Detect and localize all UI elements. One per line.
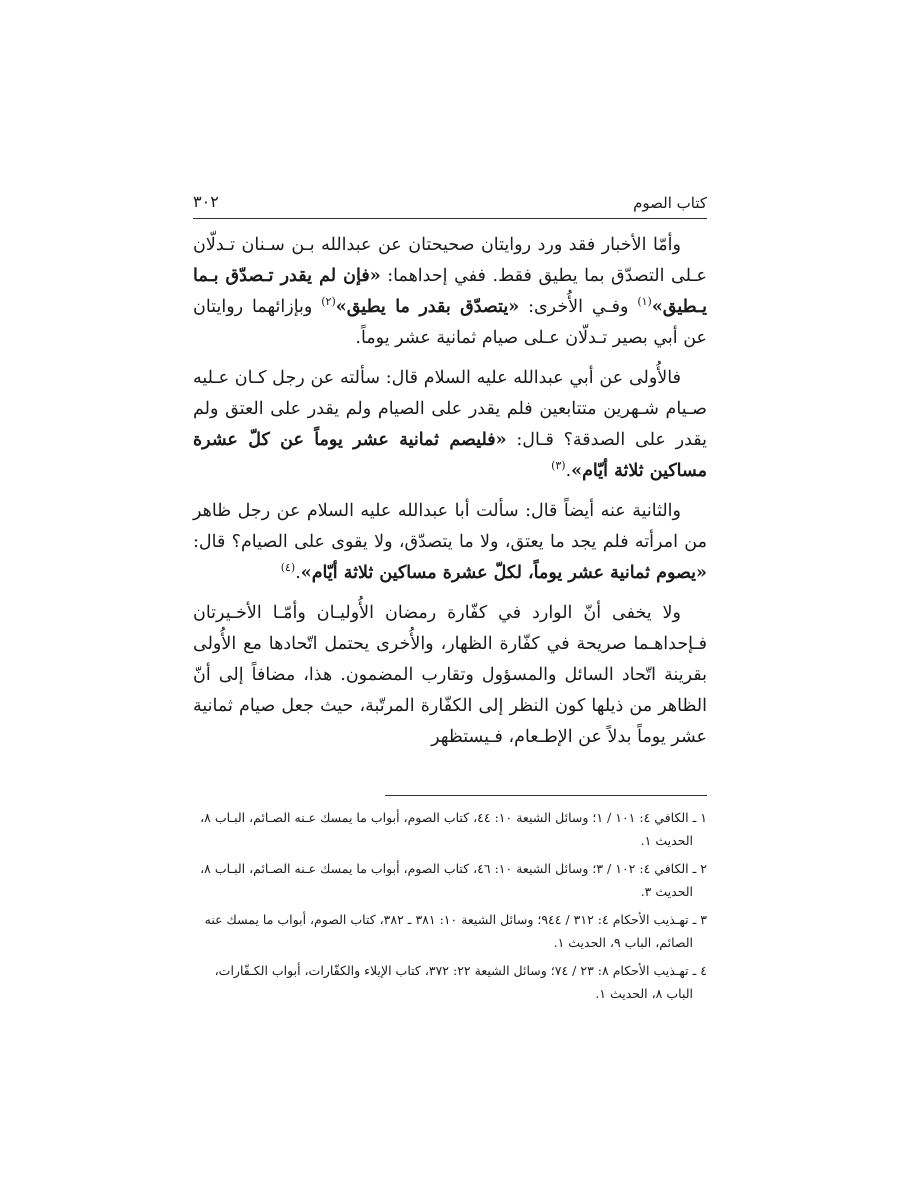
footnote-text: الحديث ٣. <box>640 884 693 899</box>
footnotes <box>193 806 707 1010</box>
quotation: «يصوم ثمانية عشر يوماً، لكلّ عشرة مساكين ثلاثة أيّام» <box>300 563 707 583</box>
quotation: «فليصم ثمانية عشر يوماً عن كلّ عشرة مساكين ثلاثة أيّام» <box>193 430 707 481</box>
paragraph-3 <box>193 496 707 589</box>
text-run: . <box>565 461 572 481</box>
footnote-2 <box>193 857 707 903</box>
footnote-text: ٢ ـ الكافي ٤: ١٠٢ / ٣؛ وسائل الشيعة ١٠: ٤٦، كتاب الصوم، أبواب ما يمسك عـنه الصـائم، البـاب ٨، <box>200 861 707 876</box>
text-run: وفـي الأُخرى: <box>519 297 638 317</box>
header-divider <box>193 218 707 219</box>
footnote-ref[interactable]: (١) <box>637 295 652 309</box>
main-text <box>193 230 707 762</box>
footnote-3 <box>193 908 707 954</box>
footnote-ref[interactable]: (٣) <box>551 459 566 473</box>
footnote-divider <box>385 795 707 796</box>
footnote-ref[interactable]: (٤) <box>280 561 296 575</box>
paragraph-4: ولا يخفى أنّ الوارد في كفّارة رمضان الأُوليـان وأمّـا الأخـيرتان فـإحداهـما صريحة في كفّارة الظهار، والأُخرى يحتمل اتّحادها مع الأُولى بقرينة اتّحاد السائل والمسؤول وتقارب المضمون. هذا، مضافاً إلى أنّ الظاهر من ذيلها كون النظر إلى الكفّارة المرتّبة، حيث جعل صيام ثمانية عشر يوماً بدلاً عن الإطـعام، فـيستظهر <box>193 603 707 747</box>
footnote-text: ٣ ـ تهـذيب الأحكام ٤: ٣١٢ / ٩٤٤؛ وسائل الشيعة ١٠: ٣٨١ ـ ٣٨٢، كتاب الصوم، أبواب ما يمسك عنه <box>204 912 707 927</box>
text-run: . <box>295 563 301 583</box>
text-run: وبإزائهما روايتان عن أبي بصير تـدلّان عـلى صيام ثمانية عشر يوماً. <box>193 297 707 348</box>
quotation: «فإن لم يقدر تـصدّق بـما يـطيق» <box>193 266 707 317</box>
footnote-ref[interactable]: (٢) <box>321 295 336 309</box>
text-run: وأمّا الأخبار فقد ورد روايتان صحيحتان عن عبدالله بـن سـنان تـدلّان عـلى التصدّق بما يطيق فقط. ففي إحداهما: <box>193 235 707 286</box>
running-header <box>193 188 707 214</box>
footnote-text: الصائم، الباب ٩، الحديث ١. <box>553 935 693 950</box>
text-run: والثانية عنه أيضاً قال: سألت أبا عبدالله عليه السلام عن رجل ظاهر من امرأته فلم يجد ما يعتق، ولا ما يتصدّق، ولا يقوى على الصيام؟ قال: <box>193 501 707 552</box>
page-number: ٣٠٢ <box>193 192 219 211</box>
footnote-text: ١ ـ الكافي ٤: ١٠١ / ١؛ وسائل الشيعة ١٠: ٤٤، كتاب الصوم، أبواب ما يمسك عـنه الصـائم، البـاب ٨، <box>200 810 707 825</box>
paragraph-2 <box>193 363 707 487</box>
paragraph-1 <box>193 230 707 354</box>
text-run: فالأُولى عن أبي عبدالله عليه السلام قال: سألته عن رجل كـان عـليه صـيام شـهرين متتابعين فلم يقدر على الصيام ولم يقدر على العتق ولم يقدر على الصدقة؟ قـال: <box>193 368 707 450</box>
footnote-text: الحديث ١. <box>640 833 693 848</box>
footnote-text: ٤ ـ تهـذيب الأحكام ٨: ٢٣ / ٧٤؛ وسائل الشيعة ٢٢: ٣٧٢، كتاب الإيلاء والكفّارات، أبواب الكـفّارات، <box>214 963 707 978</box>
footnote-1 <box>193 806 707 852</box>
chapter-title: كتاب الصوم <box>633 194 707 212</box>
footnote-4 <box>193 959 707 1005</box>
footnote-text: الباب ٨، الحديث ١. <box>595 986 693 1001</box>
quotation: «يتصدّق بقدر ما يطيق» <box>335 297 520 317</box>
